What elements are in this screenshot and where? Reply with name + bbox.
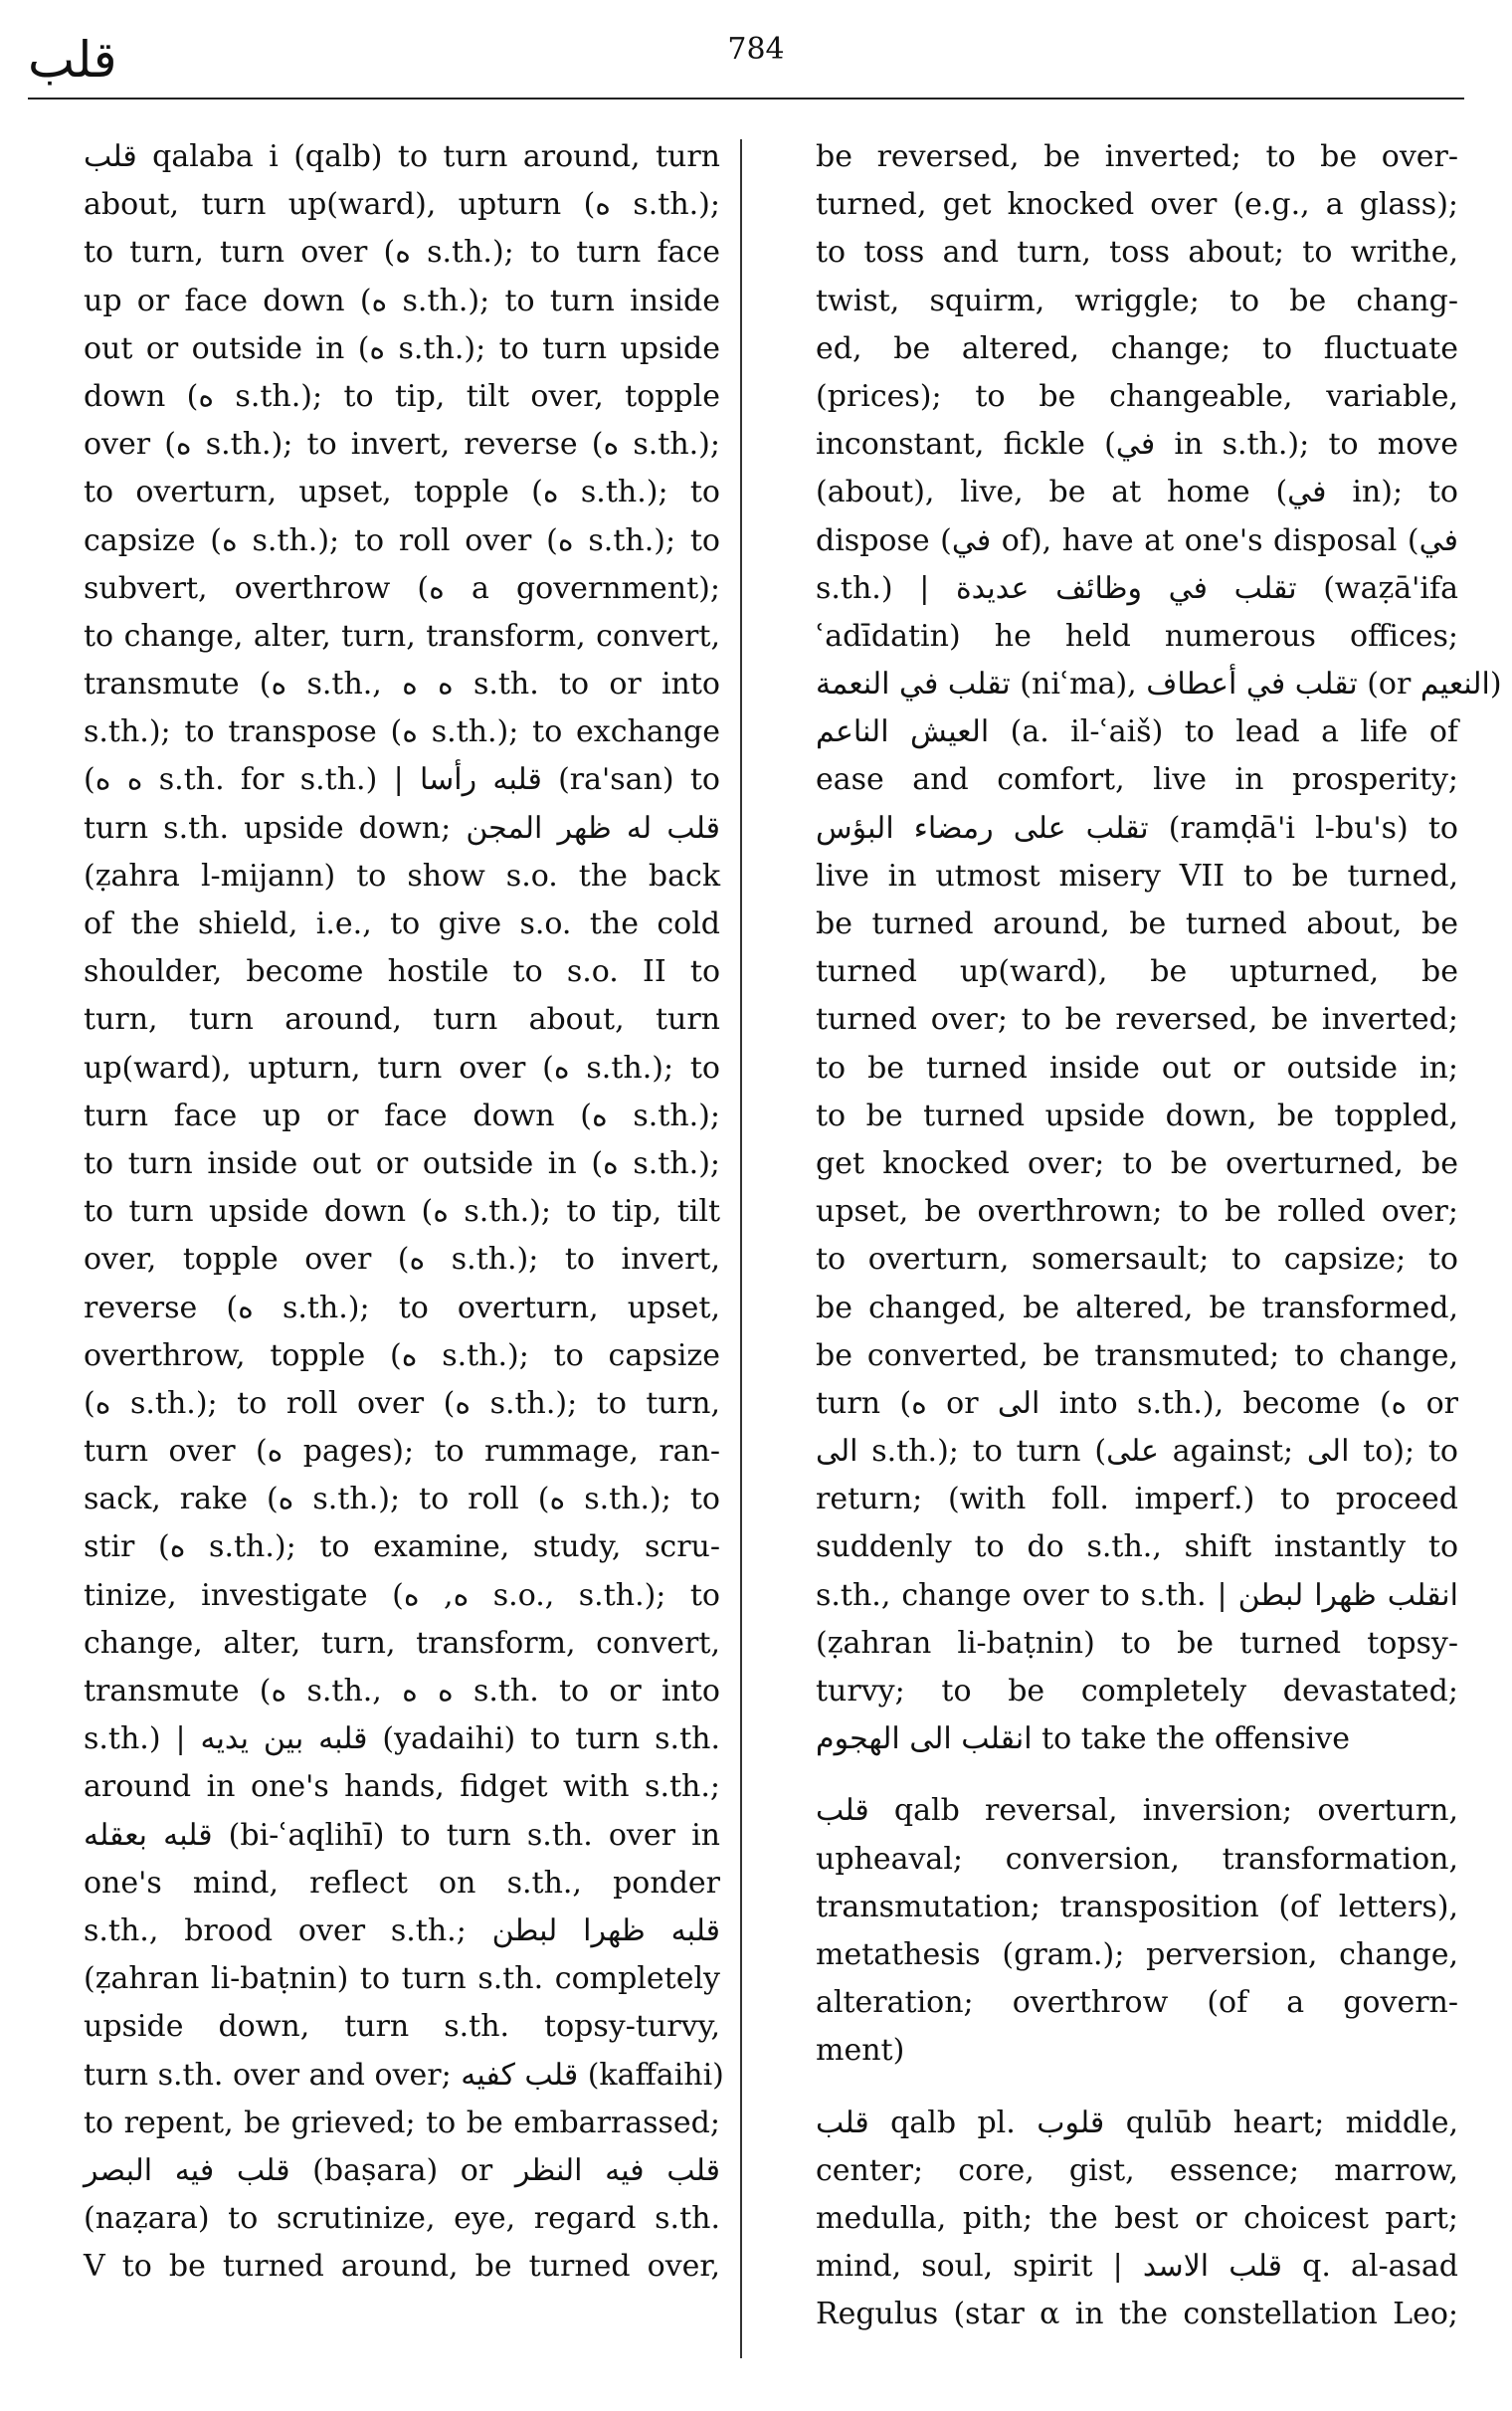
text-line: transmute (ه s.th., ه ه s.th. to or into <box>84 667 720 703</box>
text-line: shoulder, become hostile to s.o. II to <box>84 954 720 990</box>
text-line: turvy; to be completely devastated; <box>816 1674 1458 1708</box>
text-line: tinize, investigate (ه, ه s.o., s.th.); to <box>84 1577 720 1613</box>
text-line: to overturn, somersault; to capsize; to <box>816 1242 1458 1278</box>
text-line: (ẓahra l-mijann) to show s.o. the back <box>84 858 720 894</box>
text-line: mind, soul, spirit | قلب الاسد q. al-asad <box>816 2249 1458 2285</box>
text-line: قلب qalaba i (qalb) to turn around, turn <box>84 139 720 174</box>
header-rule <box>28 98 1464 100</box>
text-line: up(ward), upturn, turn over (ه s.th.); to <box>84 1050 720 1086</box>
text-line: to turn, turn over (ه s.th.); to turn face <box>84 235 720 271</box>
text-line: s.th., change over to s.th. | انقلب ظهرا لبطن <box>816 1577 1458 1613</box>
text-line: around in one's hands, fidget with s.th.; <box>84 1769 720 1805</box>
text-line: subvert, overthrow (ه a government); <box>84 570 720 606</box>
text-line: about, turn up(ward), upturn (ه s.th.); <box>84 187 720 223</box>
right-column <box>816 133 1502 2338</box>
page-number: 784 <box>727 32 785 67</box>
text-line: be converted, be transmuted; to change, <box>816 1337 1458 1373</box>
text-line: be reversed, be inverted; to be over- <box>816 139 1458 174</box>
text-line: s.th., brood over s.th.; قلبه ظهرا لبطن <box>84 1912 720 1948</box>
text-line: upset, be overthrown; to be rolled over; <box>816 1194 1458 1230</box>
text-line: ease and comfort, live in prosperity; <box>816 762 1458 798</box>
text-line: stir (ه s.th.); to examine, study, scru- <box>84 1529 720 1565</box>
text-line: upside down, turn s.th. topsy-turvy, <box>84 2009 720 2045</box>
text-line: twist, squirm, wriggle; to be chang- <box>816 283 1458 318</box>
text-line: V to be turned around, be turned over, <box>84 2249 720 2285</box>
text-line: turn (ه or الى into s.th.), become (ه or <box>816 1385 1458 1421</box>
text-line: capsize (ه s.th.); to roll over (ه s.th.); to <box>84 522 720 558</box>
text-line: return; (with foll. imperf.) to proceed <box>816 1482 1458 1517</box>
text-line: get knocked over; to be overturned, be <box>816 1145 1458 1181</box>
guide-word: قلب <box>28 31 117 89</box>
text-line: قلب فيه البصر (baṣara) or قلب فيه النظر <box>84 2152 720 2188</box>
text-line: s.th.) | تقلب في وظائف عديدة (waẓā'ifa <box>816 570 1459 606</box>
text-line: (prices); to be changeable, variable, <box>816 378 1458 414</box>
text-line: قلب qalb reversal, inversion; overturn, <box>816 1793 1458 1829</box>
text-line: of the shield, i.e., to give s.o. the cold <box>84 906 720 941</box>
text-line: to be turned upside down, be toppled, <box>816 1098 1458 1133</box>
text-line: turned over; to be reversed, be inverted; <box>816 1002 1458 1038</box>
text-line: up or face down (ه s.th.); to turn inside <box>84 283 721 318</box>
text-line: ed, be altered, change; to fluctuate <box>816 330 1458 366</box>
text-line: over, topple over (ه s.th.); to invert, <box>84 1242 721 1278</box>
text-line: transmute (ه s.th., ه ه s.th. to or into <box>84 1674 720 1708</box>
text-line: (naẓara) to scrutinize, eye, regard s.th. <box>84 2201 720 2237</box>
text-line: to toss and turn, toss about; to writhe, <box>816 235 1458 271</box>
left-column <box>84 133 724 2291</box>
text-line: sack, rake (ه s.th.); to roll (ه s.th.); to <box>84 1482 720 1517</box>
text-line: (ẓahran li-baṭnin) to be turned topsy- <box>816 1625 1458 1661</box>
text-line: s.th.) | قلبه بين يديه (yadaihi) to turn s.th. <box>84 1721 720 1757</box>
text-line: to change, alter, turn, transform, convert, <box>84 618 720 654</box>
text-line: Regulus (star α in the constellation Leo; <box>816 2297 1458 2332</box>
text-line: overthrow, topple (ه s.th.); to capsize <box>84 1337 720 1373</box>
page-header <box>0 0 1512 109</box>
text-line: one's mind, reflect on s.th., ponder <box>84 1865 720 1901</box>
text-line: down (ه s.th.); to tip, tilt over, topple <box>84 378 720 414</box>
text-line: metathesis (gram.); perversion, change, <box>816 1936 1458 1972</box>
text-line: الى s.th.); to turn (على against; الى to); to <box>816 1434 1458 1470</box>
text-line: turn, turn around, turn about, turn <box>84 1002 720 1038</box>
text-line: change, alter, turn, transform, convert, <box>84 1625 720 1661</box>
text-line: live in utmost misery VII to be turned, <box>816 858 1458 894</box>
text-line: turned up(ward), be upturned, be <box>816 954 1458 990</box>
text-line: تقلب في النعمة (niʿma), تقلب في أعطاف (or النعيم) <box>816 667 1502 703</box>
text-line: suddenly to do s.th., shift instantly to <box>816 1529 1458 1565</box>
text-line: alteration; overthrow (of a govern- <box>816 1985 1458 2021</box>
text-line: reverse (ه s.th.); to overturn, upset, <box>84 1290 720 1325</box>
text-line: to be turned inside out or outside in; <box>816 1050 1458 1086</box>
text-line: s.th.); to transpose (ه s.th.); to exchange <box>84 714 720 750</box>
text-line: to repent, be grieved; to be embarrassed; <box>84 2105 720 2140</box>
text-line: upheaval; conversion, transformation, <box>816 1841 1458 1877</box>
text-line: out or outside in (ه s.th.); to turn upside <box>84 330 720 366</box>
text-line: (ه ه s.th. for s.th.) | قلبه رأسا (ra'san) to <box>84 762 720 798</box>
entry-gap <box>816 2076 1458 2100</box>
text-line: (ẓahran li-baṭnin) to turn s.th. completely <box>84 1961 720 1997</box>
text-line: turned, get knocked over (e.g., a glass); <box>816 187 1458 223</box>
text-line: turn s.th. upside down; قلب له ظهر المجن <box>84 810 721 846</box>
text-line: dispose (في of), have at one's disposal (في <box>816 522 1458 558</box>
text-line: to overturn, upset, topple (ه s.th.); to <box>84 475 720 510</box>
text-line: انقلب الى الهجوم to take the offensive <box>816 1721 1350 1757</box>
text-line: center; core, gist, essence; marrow, <box>816 2152 1458 2188</box>
text-line: العيش الناعم (a. il-ʿaiš) to lead a life of <box>816 714 1458 750</box>
text-line: (about), live, be at home (في in); to <box>816 475 1458 510</box>
text-line: turn face up or face down (ه s.th.); <box>84 1098 720 1133</box>
text-line: transmutation; transposition (of letters), <box>816 1889 1458 1924</box>
text-line: over (ه s.th.); to invert, reverse (ه s.th.); <box>84 427 720 463</box>
text-line: be changed, be altered, be transformed, <box>816 1290 1458 1325</box>
text-line: to turn inside out or outside in (ه s.th.); <box>84 1145 720 1181</box>
text-line: تقلب على رمضاء البؤس (ramḍā'i l-bu's) to <box>816 810 1458 846</box>
text-line: turn over (ه pages); to rummage, ran- <box>84 1434 721 1470</box>
text-line: medulla, pith; the best or choicest part; <box>816 2200 1458 2236</box>
text-line: inconstant, fickle (في in s.th.); to move <box>816 427 1458 463</box>
text-line: to turn upside down (ه s.th.); to tip, tilt <box>84 1194 721 1230</box>
text-line: (ه s.th.); to roll over (ه s.th.); to turn, <box>84 1385 720 1421</box>
text-line: قلبه بعقله (bi-ʿaqlihī) to turn s.th. over in <box>84 1817 720 1853</box>
text-line: ment) <box>816 2033 905 2069</box>
text-line: turn s.th. over and over; قلب كفيه (kaffaihi) <box>84 2057 724 2093</box>
entry-gap <box>816 1763 1458 1787</box>
text-line: be turned around, be turned about, be <box>816 906 1458 941</box>
column-divider <box>740 139 742 2358</box>
text-line: ʿadīdatin) he held numerous offices; <box>816 618 1458 654</box>
text-line: قلب qalb pl. قلوب qulūb heart; middle, <box>816 2105 1458 2140</box>
